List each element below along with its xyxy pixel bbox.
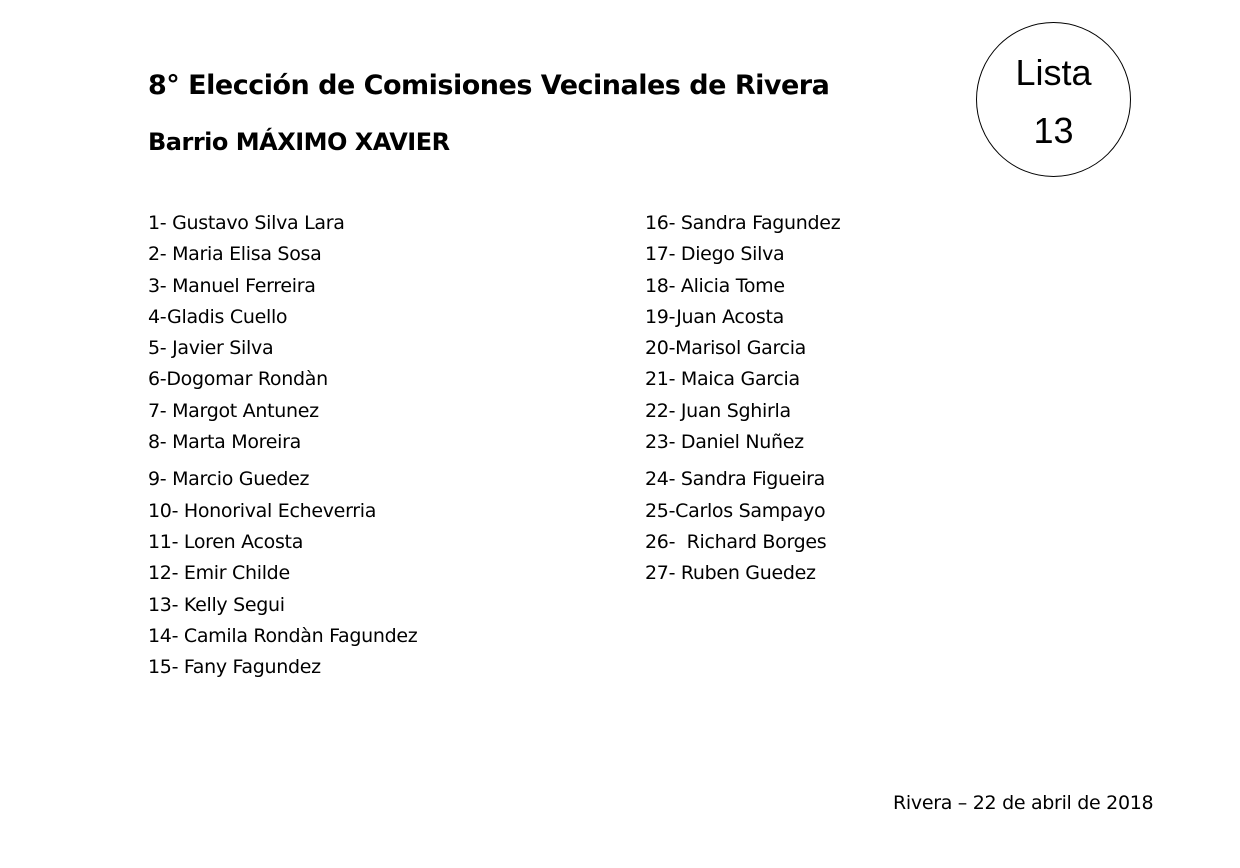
list-item: 20-Marisol Garcia xyxy=(645,337,807,360)
badge-number: 13 xyxy=(1033,110,1074,151)
neighborhood-subtitle: Barrio MÁXIMO XAVIER xyxy=(148,128,450,156)
list-item: 1- Gustavo Silva Lara xyxy=(148,212,345,234)
place-date: Rivera – 22 de abril de 2018 xyxy=(893,792,1154,814)
list-item: 21- Maica Garcia xyxy=(645,368,800,391)
list-item: 7- Margot Antunez xyxy=(148,399,319,422)
list-item: 13- Kelly Segui xyxy=(148,593,285,616)
list-item: 19-Juan Acosta xyxy=(645,305,784,328)
list-item: 23- Daniel Nuñez xyxy=(645,431,804,454)
badge-label: Lista xyxy=(1015,52,1092,93)
list-item: 27- Ruben Guedez xyxy=(645,562,816,585)
list-item: 24- Sandra Figueira xyxy=(645,468,826,491)
list-item: 2- Maria Elisa Sosa xyxy=(148,243,322,266)
list-item: 5- Javier Silva xyxy=(148,337,274,360)
list-item: 12- Emir Childe xyxy=(148,562,290,585)
candidate-list-right xyxy=(645,208,840,590)
list-item: 17- Diego Silva xyxy=(645,243,785,266)
list-item: 15- Fany Fagundez xyxy=(148,656,321,679)
page-title: 8° Elección de Comisiones Vecinales de Rivera xyxy=(148,70,830,101)
list-item: 18- Alicia Tome xyxy=(645,274,785,297)
list-item: 4-Gladis Cuello xyxy=(148,305,288,328)
list-item: 11- Loren Acosta xyxy=(148,530,304,553)
list-number-badge xyxy=(976,22,1131,177)
list-item: 9- Marcio Guedez xyxy=(148,468,310,491)
list-item: 22- Juan Sghirla xyxy=(645,399,791,422)
list-item: 14- Camila Rondàn Fagundez xyxy=(148,624,418,647)
candidate-list-left xyxy=(148,208,417,683)
list-item: 8- Marta Moreira xyxy=(148,431,301,454)
list-item: 6-Dogomar Rondàn xyxy=(148,368,328,391)
list-item: 10- Honorival Echeverria xyxy=(148,499,377,522)
list-item: 16- Sandra Fagundez xyxy=(645,212,841,234)
list-item: 26- Richard Borges xyxy=(645,530,827,553)
list-item: 25-Carlos Sampayo xyxy=(645,499,826,522)
list-item: 3- Manuel Ferreira xyxy=(148,274,316,297)
